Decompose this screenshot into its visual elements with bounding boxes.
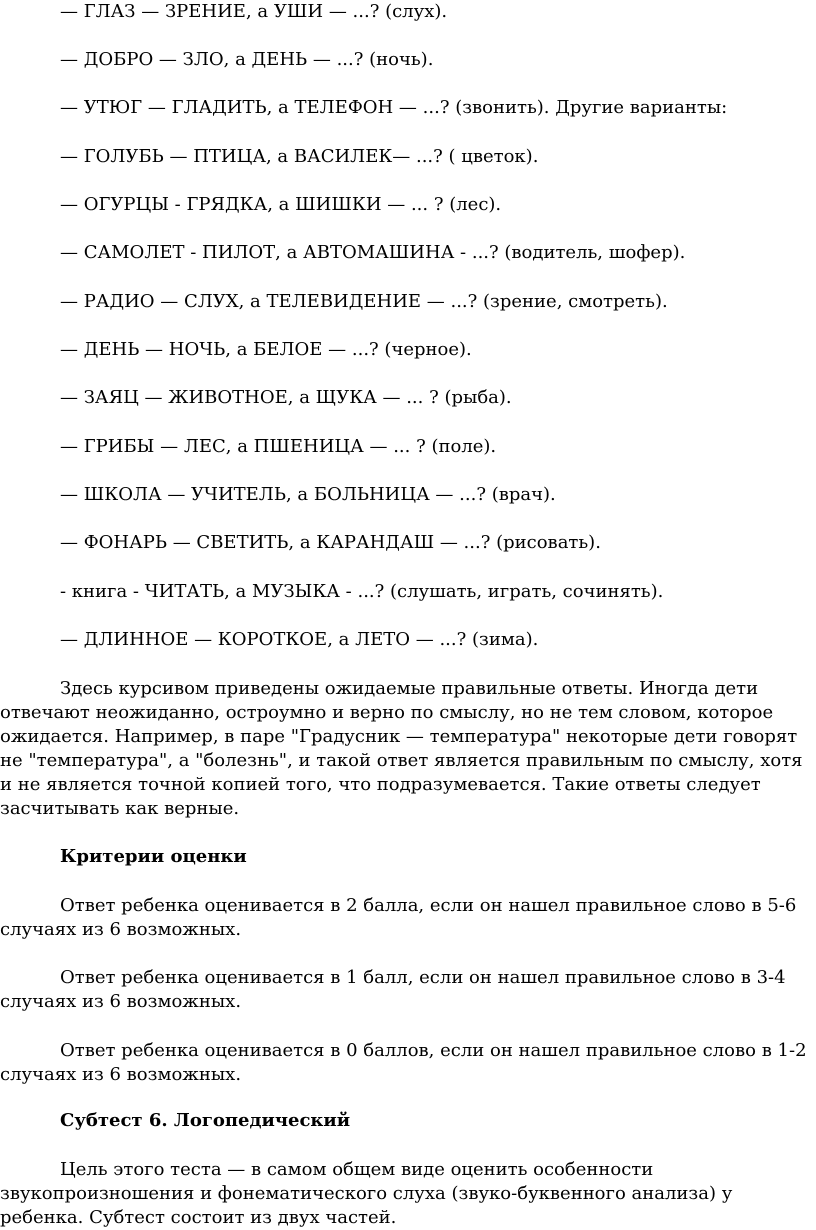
criteria-paragraph: Ответ ребенка оценивается в 1 балл, если он нашел правильное слово в 3-4 случаях из 6 возможных. bbox=[0, 967, 786, 1012]
word-pair-line: — ГРИБЫ — ЛЕС, а ПШЕНИЦА — ... ? (поле). bbox=[60, 436, 497, 457]
criteria-paragraph: Ответ ребенка оценивается в 0 баллов, если он нашел правильное слово в 1-2 случаях из 6 возможных. bbox=[0, 1040, 807, 1085]
word-pair-line: — РАДИО — СЛУХ, а ТЕЛЕВИДЕНИЕ — ...? (зрение, смотреть). bbox=[60, 291, 668, 312]
note-paragraph: Здесь курсивом приведены ожидаемые правильные ответы. Иногда дети отвечают неожиданно, остроумно и верно по смыслу, но не тем словом, которое ожидается. Например, в паре "Градусник — температура" некоторые дети говорят не "температура", а "болезнь", и такой ответ является правильным по смыслу, хотя и не является точной копией того, что подразумевается. Такие ответы следует засчитывать как верные. bbox=[0, 678, 803, 819]
word-pair-line: — УТЮГ — ГЛАДИТЬ, а ТЕЛЕФОН — ...? (звонить). Другие варианты: bbox=[60, 97, 728, 118]
word-pair-line: — ШКОЛА — УЧИТЕЛЬ, а БОЛЬНИЦА — ...? (врач). bbox=[60, 484, 556, 505]
word-pair-line: — ОГУРЦЫ - ГРЯДКА, а ШИШКИ — ... ? (лес). bbox=[60, 194, 502, 215]
word-pair-line: — ГЛАЗ — ЗРЕНИЕ, а УШИ — ...? (слух). bbox=[60, 1, 448, 22]
word-pair-line: — САМОЛЕТ - ПИЛОТ, а АВТОМАШИНА - ...? (водитель, шофер). bbox=[60, 242, 686, 263]
subtest-paragraph: Цель этого теста — в самом общем виде оценить особенности звукопроизношения и фонематического слуха (звуко-буквенного анализа) у ребенка. Субтест состоит из двух частей. bbox=[0, 1159, 733, 1228]
criteria-paragraph: Ответ ребенка оценивается в 2 балла, если он нашел правильное слово в 5-6 случаях из 6 возможных. bbox=[0, 895, 797, 940]
word-pair-line: — ЗАЯЦ — ЖИВОТНОЕ, а ЩУКА — ... ? (рыба). bbox=[60, 387, 512, 408]
word-pair-line: — ГОЛУБЬ — ПТИЦА, а ВАСИЛЕК— ...? ( цветок). bbox=[60, 146, 539, 167]
word-pair-line: - книга - ЧИТАТЬ, а МУЗЫКА - ...? (слушать, играть, сочинять). bbox=[60, 581, 664, 602]
subtest-heading: Субтест 6. Логопедический bbox=[60, 1110, 351, 1131]
word-pair-line: — ДЕНЬ — НОЧЬ, а БЕЛОЕ — ...? (черное). bbox=[60, 339, 472, 360]
word-pair-line: — ФОНАРЬ — СВЕТИТЬ, а КАРАНДАШ — ...? (рисовать). bbox=[60, 532, 601, 553]
criteria-heading: Критерии оценки bbox=[60, 846, 247, 867]
word-pair-line: — ДОБРО — ЗЛО, а ДЕНЬ — ...? (ночь). bbox=[60, 49, 434, 70]
word-pair-line: — ДЛИННОЕ — КОРОТКОЕ, а ЛЕТО — ...? (зима). bbox=[60, 629, 539, 650]
